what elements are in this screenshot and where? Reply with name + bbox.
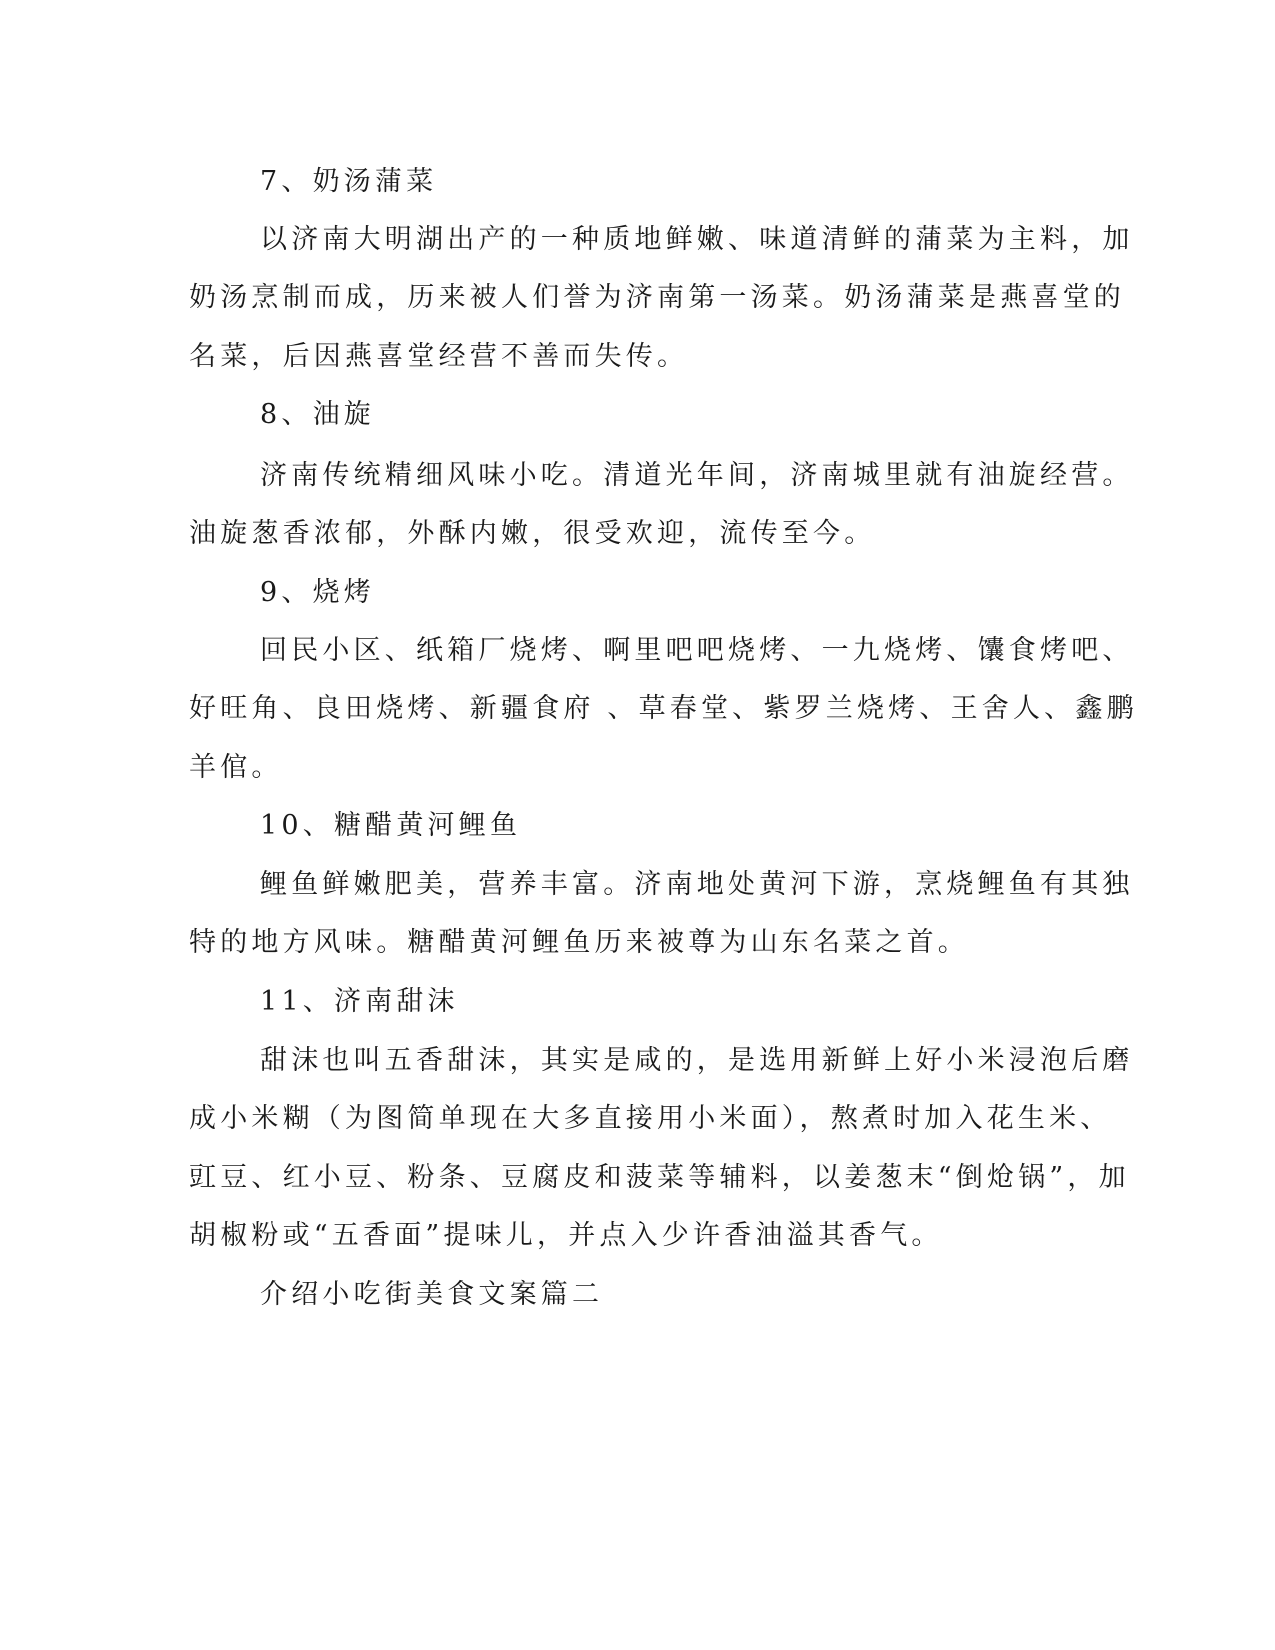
paragraph-line: 豇豆、红小豆、粉条、豆腐皮和菠菜等辅料，以姜葱末“倒炝锅”，加 (189, 1162, 1130, 1193)
section-heading-8: 8、油旋 (260, 399, 375, 430)
section-heading-9: 9、烧烤 (260, 577, 375, 608)
paragraph-line: 以济南大明湖出产的一种质地鲜嫩、味道清鲜的蒲菜为主料，加 (260, 224, 1134, 255)
paragraph-line: 好旺角、良田烧烤、新疆食府 、草春堂、紫罗兰烧烤、王舍人、鑫鹏 (189, 693, 1138, 724)
section-heading-10: 10、糖醋黄河鲤鱼 (260, 810, 522, 841)
paragraph-line: 特的地方风味。糖醋黄河鲤鱼历来被尊为山东名菜之首。 (189, 927, 969, 958)
section-heading-11: 11、济南甜沫 (260, 986, 459, 1017)
paragraph-line: 鲤鱼鲜嫩肥美，营养丰富。济南地处黄河下游，烹烧鲤鱼有其独 (260, 869, 1134, 900)
paragraph-line: 名菜，后因燕喜堂经营不善而失传。 (189, 341, 689, 372)
paragraph-line: 胡椒粉或“五香面”提味儿，并点入少许香油溢其香气。 (189, 1220, 943, 1251)
section-heading-7: 7、奶汤蒲菜 (260, 166, 438, 197)
paragraph-line: 奶汤烹制而成，历来被人们誉为济南第一汤菜。奶汤蒲菜是燕喜堂的 (189, 282, 1125, 313)
paragraph-line: 成小米糊（为图简单现在大多直接用小米面），熬煮时加入花生米、 (189, 1103, 1112, 1134)
paragraph-line: 甜沫也叫五香甜沫，其实是咸的，是选用新鲜上好小米浸泡后磨 (260, 1045, 1134, 1076)
paragraph-line: 羊倌。 (189, 752, 283, 783)
closing-heading: 介绍小吃街美食文案篇二 (260, 1279, 604, 1310)
paragraph-line: 济南传统精细风味小吃。清道光年间，济南城里就有油旋经营。 (260, 460, 1134, 491)
paragraph-line: 油旋葱香浓郁，外酥内嫩，很受欢迎，流传至今。 (189, 518, 876, 549)
paragraph-line: 回民小区、纸箱厂烧烤、啊里吧吧烧烤、一九烧烤、馕食烤吧、 (260, 635, 1134, 666)
